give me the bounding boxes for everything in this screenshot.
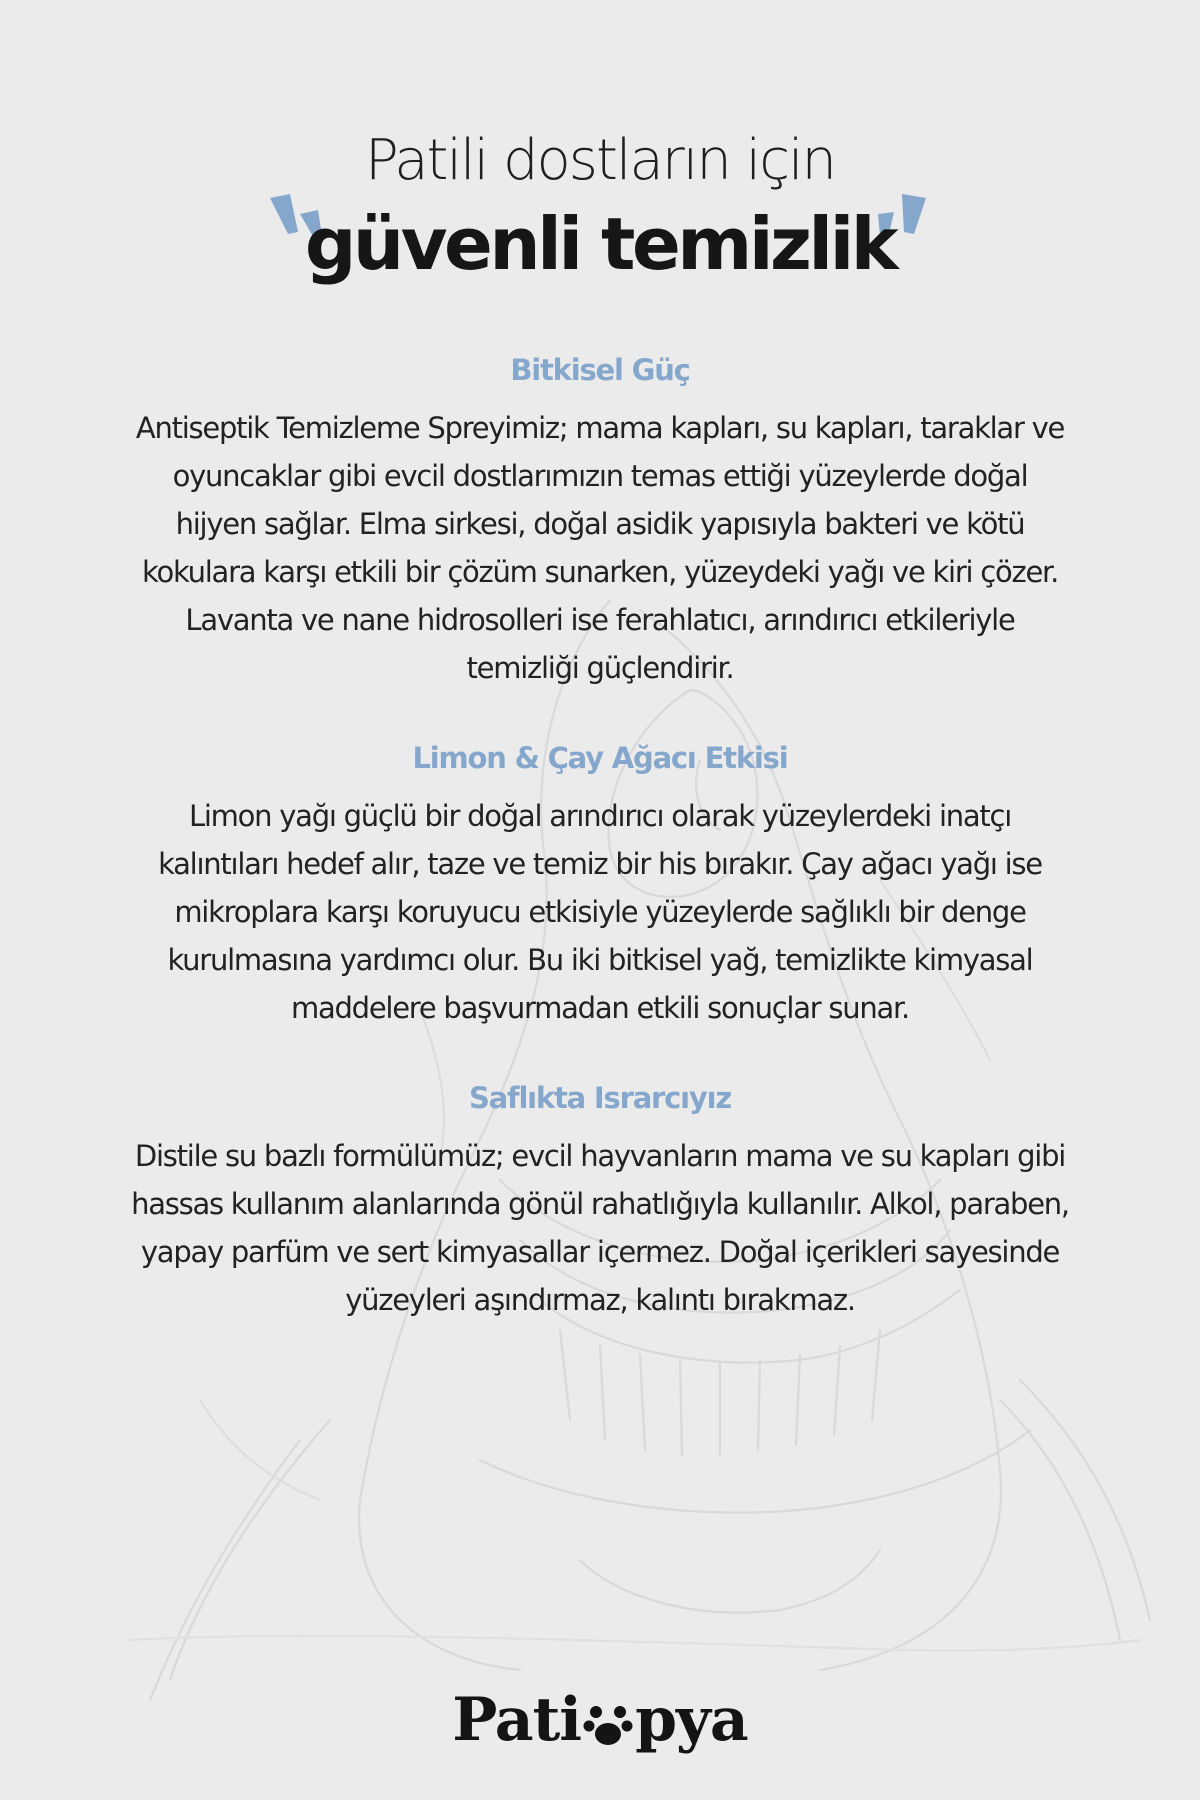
section-title: Saflıkta Israrcıyız <box>468 1081 732 1115</box>
section-title: Limon & Çay Ağacı Etkisi <box>412 741 788 775</box>
headline-line-2: güvenli temizlik <box>304 202 896 286</box>
logo-text-start: Pati <box>452 1685 582 1755</box>
headline-line-1: Patili dostların için <box>364 128 836 193</box>
headline <box>0 128 1200 298</box>
paw-icon <box>582 1698 634 1750</box>
section-title: Bitkisel Güç <box>510 353 690 387</box>
brand-logo <box>0 1680 1200 1760</box>
section-saflikta-israrciyiz <box>130 1078 1070 1324</box>
section-body: Antiseptik Temizleme Spreyimiz; mama kapları, su kapları, taraklar ve oyuncaklar gibi evcil dostlarımızın temas ettiği yüzeylerde doğal hijyen sağlar. Elma sirkesi, doğal asidik yapısıyla bakteri ve kötü kokulara karşı etkili bir çözüm sunarken, yüzeydeki yağı ve kiri çözer. Lavanta ve nane hidrosolleri ise ferahlatıcı, arındırıcı etkileriyle temizliği güçlendirir. <box>135 411 1065 685</box>
section-body: Distile su bazlı formülümüz; evcil hayvanların mama ve su kapları gibi hassas kullanım alanlarında gönül rahatlığıyla kullanılır. Alkol, paraben, yapay parfüm ve sert kimyasallar içermez. Doğal içerikleri sayesinde yüzeyleri aşındırmaz, kalıntı bırakmaz. <box>131 1139 1069 1317</box>
section-body: Limon yağı güçlü bir doğal arındırıcı olarak yüzeylerdeki inatçı kalıntıları hedef alır, taze ve temiz bir his bırakır. Çay ağacı yağı ise mikroplara karşı koruyucu etkisiyle yüzeylerde sağlıklı bir denge kurulmasına yardımcı olur. Bu iki bitkisel yağ, temizlikte kimyasal maddelere başvurmadan etkili sonuçlar sunar. <box>158 799 1042 1025</box>
logo-text-end: pya <box>635 1685 748 1755</box>
section-bitkisel-guc <box>130 350 1070 692</box>
section-limon-cay-agaci <box>130 738 1070 1032</box>
